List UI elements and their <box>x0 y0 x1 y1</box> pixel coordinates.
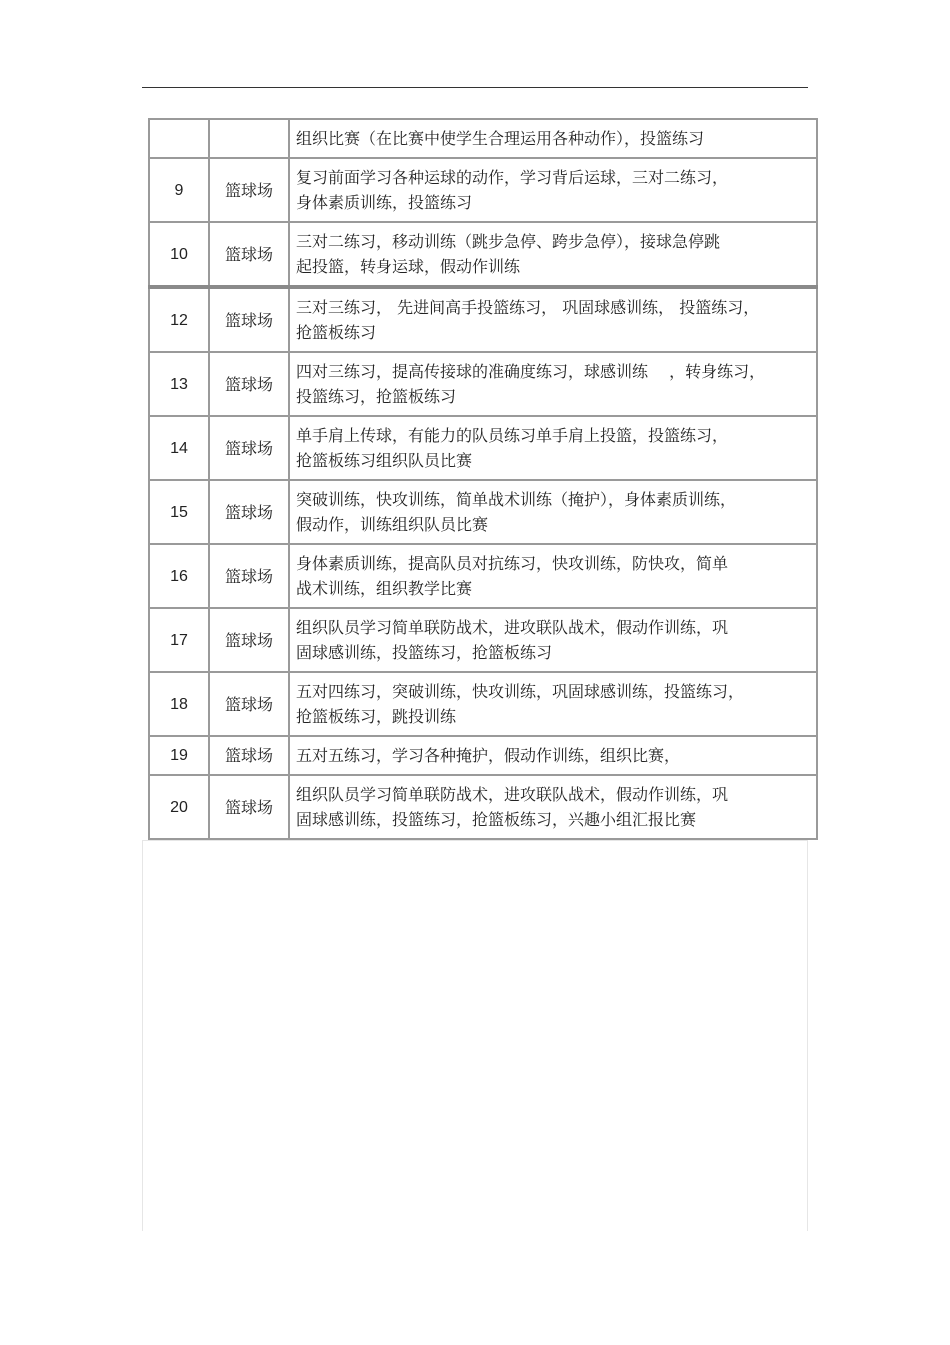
table-row <box>149 222 817 287</box>
table-row <box>149 775 817 839</box>
training-content: 五对五练习，学习各种掩护，假动作训练，组织比赛， <box>289 736 817 775</box>
lesson-number: 18 <box>149 672 209 736</box>
lesson-number: 10 <box>149 222 209 287</box>
venue-cell: 篮球场 <box>209 222 289 287</box>
lesson-number: 20 <box>149 775 209 839</box>
table-row <box>149 736 817 775</box>
training-content: 四对三练习，提高传接球的准确度练习，球感训练 ，转身练习， 投篮练习，抢篮板练习 <box>289 352 817 416</box>
table-row <box>149 544 817 608</box>
lesson-number <box>149 119 209 158</box>
lesson-number: 19 <box>149 736 209 775</box>
lesson-number: 15 <box>149 480 209 544</box>
venue-cell: 篮球场 <box>209 544 289 608</box>
training-schedule-table <box>148 118 818 840</box>
venue-cell: 篮球场 <box>209 608 289 672</box>
venue-cell: 篮球场 <box>209 416 289 480</box>
venue-cell: 篮球场 <box>209 775 289 839</box>
venue-cell: 篮球场 <box>209 480 289 544</box>
lesson-number: 12 <box>149 287 209 352</box>
training-content: 三对三练习， 先进间高手投篮练习， 巩固球感训练， 投篮练习， 抢篮板练习 <box>289 287 817 352</box>
table-row <box>149 352 817 416</box>
lesson-number: 14 <box>149 416 209 480</box>
lesson-number: 16 <box>149 544 209 608</box>
training-content: 复习前面学习各种运球的动作，学习背后运球，三对二练习， 身体素质训练，投篮练习 <box>289 158 817 222</box>
venue-cell <box>209 119 289 158</box>
training-content: 突破训练，快攻训练，简单战术训练（掩护），身体素质训练， 假动作，训练组织队员比赛 <box>289 480 817 544</box>
venue-cell: 篮球场 <box>209 287 289 352</box>
venue-cell: 篮球场 <box>209 672 289 736</box>
table-row <box>149 480 817 544</box>
table-row <box>149 608 817 672</box>
blank-content-frame <box>142 840 808 1231</box>
venue-cell: 篮球场 <box>209 352 289 416</box>
training-content: 组织队员学习简单联防战术，进攻联队战术，假动作训练，巩 固球感训练，投篮练习，抢篮板练习，兴趣小组汇报比赛 <box>289 775 817 839</box>
lesson-number: 9 <box>149 158 209 222</box>
header-rule <box>142 87 808 88</box>
training-content: 身体素质训练，提高队员对抗练习，快攻训练，防快攻，简单 战术训练，组织教学比赛 <box>289 544 817 608</box>
venue-cell: 篮球场 <box>209 158 289 222</box>
training-content: 组织队员学习简单联防战术，进攻联队战术，假动作训练，巩 固球感训练，投篮练习，抢篮板练习 <box>289 608 817 672</box>
training-content: 单手肩上传球，有能力的队员练习单手肩上投篮，投篮练习， 抢篮板练习组织队员比赛 <box>289 416 817 480</box>
lesson-number: 17 <box>149 608 209 672</box>
table-row <box>149 119 817 158</box>
table-row <box>149 287 817 352</box>
lesson-number: 13 <box>149 352 209 416</box>
venue-cell: 篮球场 <box>209 736 289 775</box>
training-content: 三对二练习，移动训练（跳步急停、跨步急停），接球急停跳 起投篮，转身运球，假动作训练 <box>289 222 817 287</box>
training-content: 组织比赛（在比赛中使学生合理运用各种动作），投篮练习 <box>289 119 817 158</box>
table-row <box>149 672 817 736</box>
training-content: 五对四练习，突破训练，快攻训练，巩固球感训练，投篮练习， 抢篮板练习，跳投训练 <box>289 672 817 736</box>
table-row <box>149 158 817 222</box>
table-row <box>149 416 817 480</box>
